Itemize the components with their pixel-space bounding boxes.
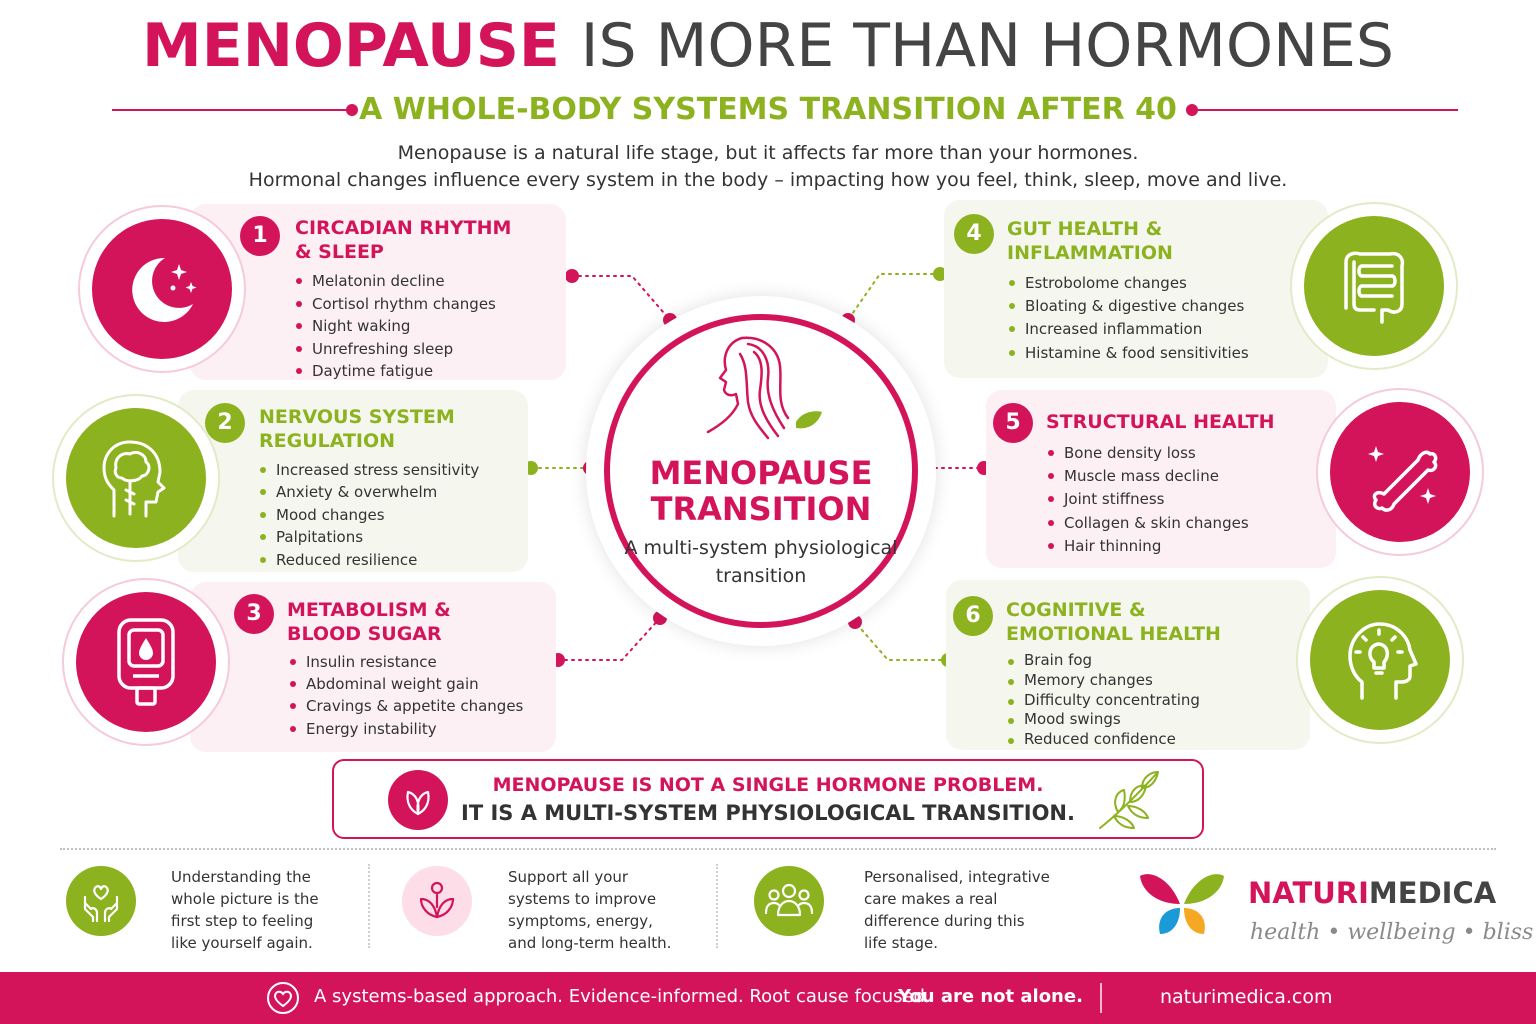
bottom-text-2: Support all your systems to improve symptoms, energy, and long-term health. [508, 868, 672, 952]
brain-head-icon [66, 408, 206, 548]
list-item: Difficulty concentrating [1006, 691, 1200, 711]
section-number-2: 2 [205, 403, 245, 443]
hands-heart-icon [66, 866, 136, 936]
section-list-3 [288, 651, 523, 740]
section-title-4: GUT HEALTH & INFLAMMATION [1007, 218, 1173, 264]
brand-logo: NATURIMEDICA [1248, 876, 1497, 910]
bottom-text-3: Personalised, integrative care makes a real difference during this life stage. [864, 868, 1050, 952]
butterfly-logo-icon [1136, 868, 1228, 948]
lightbulb-head-icon [1310, 590, 1450, 730]
section-number-4: 4 [954, 214, 994, 254]
list-item: Daytime fatigue [294, 360, 496, 383]
footer-tagline: A systems-based approach. Evidence-informed. Root cause focused. [314, 986, 931, 1007]
key-message-banner [332, 759, 1204, 839]
woman-profile-icon [692, 332, 832, 456]
center-title: MENOPAUSE TRANSITION [649, 454, 873, 528]
section-number-3: 3 [234, 594, 274, 634]
list-item: Cravings & appetite changes [288, 695, 523, 717]
list-item: Abdominal weight gain [288, 673, 523, 695]
list-item: Increased inflammation [1007, 318, 1249, 341]
list-item: Increased stress sensitivity [258, 459, 479, 481]
section-title-3: METABOLISM & BLOOD SUGAR [287, 599, 451, 645]
center-subtitle: A multi-system physiological transition [624, 537, 898, 587]
section-title-2: NERVOUS SYSTEM REGULATION [259, 406, 455, 452]
intro-line-1: Menopause is a natural life stage, but it affects far more than your hormones. [397, 142, 1139, 164]
person-lotus-icon [402, 866, 472, 936]
footer-emphasis: You are not alone. [898, 986, 1083, 1007]
section-title-6: COGNITIVE & EMOTIONAL HEALTH [1006, 599, 1221, 645]
divider [716, 864, 718, 948]
banner-line-2: IT IS A MULTI-SYSTEM PHYSIOLOGICAL TRANSITION. [461, 801, 1075, 825]
section-title-1: CIRCADIAN RHYTHM & SLEEP [295, 217, 512, 263]
list-item: Melatonin decline [294, 270, 496, 293]
list-item: Energy instability [288, 718, 523, 740]
section-number-6: 6 [953, 596, 993, 636]
subtitle: A WHOLE-BODY SYSTEMS TRANSITION AFTER 40 [359, 92, 1177, 127]
section-list-6 [1006, 651, 1200, 750]
list-item: Mood swings [1006, 710, 1200, 730]
list-item: Mood changes [258, 504, 479, 526]
section-list-1 [294, 270, 496, 383]
glucose-meter-icon [76, 592, 216, 732]
list-item: Unrefreshing sleep [294, 338, 496, 361]
list-item: Histamine & food sensitivities [1007, 342, 1249, 365]
list-item: Brain fog [1006, 651, 1200, 671]
leaf-sprig-icon [1094, 766, 1166, 836]
list-item: Cortisol rhythm changes [294, 293, 496, 316]
section-list-5 [1046, 442, 1249, 558]
title-rest: IS MORE THAN HORMONES [580, 11, 1394, 81]
section-list-2 [258, 459, 479, 571]
bone-icon [1330, 402, 1470, 542]
list-item: Estrobolome changes [1007, 272, 1249, 295]
list-item: Collagen & skin changes [1046, 512, 1249, 535]
section-title-5: STRUCTURAL HEALTH [1046, 411, 1275, 433]
list-item: Night waking [294, 315, 496, 338]
section-list-4 [1007, 272, 1249, 365]
bottom-text-1: Understanding the whole picture is the first step to feeling like yourself again. [171, 868, 319, 952]
moon-stars-icon [92, 219, 232, 359]
intestines-icon [1304, 216, 1444, 356]
list-item: Bone density loss [1046, 442, 1249, 465]
list-item: Bloating & digestive changes [1007, 295, 1249, 318]
footer-website-link[interactable]: naturimedica.com [1160, 986, 1333, 1008]
list-item: Memory changes [1006, 671, 1200, 691]
list-item: Anxiety & overwhelm [258, 481, 479, 503]
list-item: Reduced resilience [258, 549, 479, 571]
group-people-icon [754, 866, 824, 936]
list-item: Muscle mass decline [1046, 465, 1249, 488]
list-item: Hair thinning [1046, 535, 1249, 558]
list-item: Insulin resistance [288, 651, 523, 673]
section-number-1: 1 [240, 216, 280, 256]
intro-line-2: Hormonal changes influence every system in the body – impacting how you feel, think, sleep, move and live. [248, 169, 1288, 191]
title-highlight: MENOPAUSE [142, 11, 560, 81]
banner-line-1: MENOPAUSE IS NOT A SINGLE HORMONE PROBLEM. [492, 774, 1044, 796]
list-item: Palpitations [258, 526, 479, 548]
brand-tagline: health • wellbeing • bliss [1250, 920, 1534, 945]
section-number-5: 5 [993, 403, 1033, 443]
footer-divider [1100, 983, 1102, 1013]
divider [368, 864, 370, 948]
divider [60, 848, 1496, 850]
heart-circle-icon [266, 981, 300, 1019]
list-item: Joint stiffness [1046, 488, 1249, 511]
list-item: Reduced confidence [1006, 730, 1200, 750]
